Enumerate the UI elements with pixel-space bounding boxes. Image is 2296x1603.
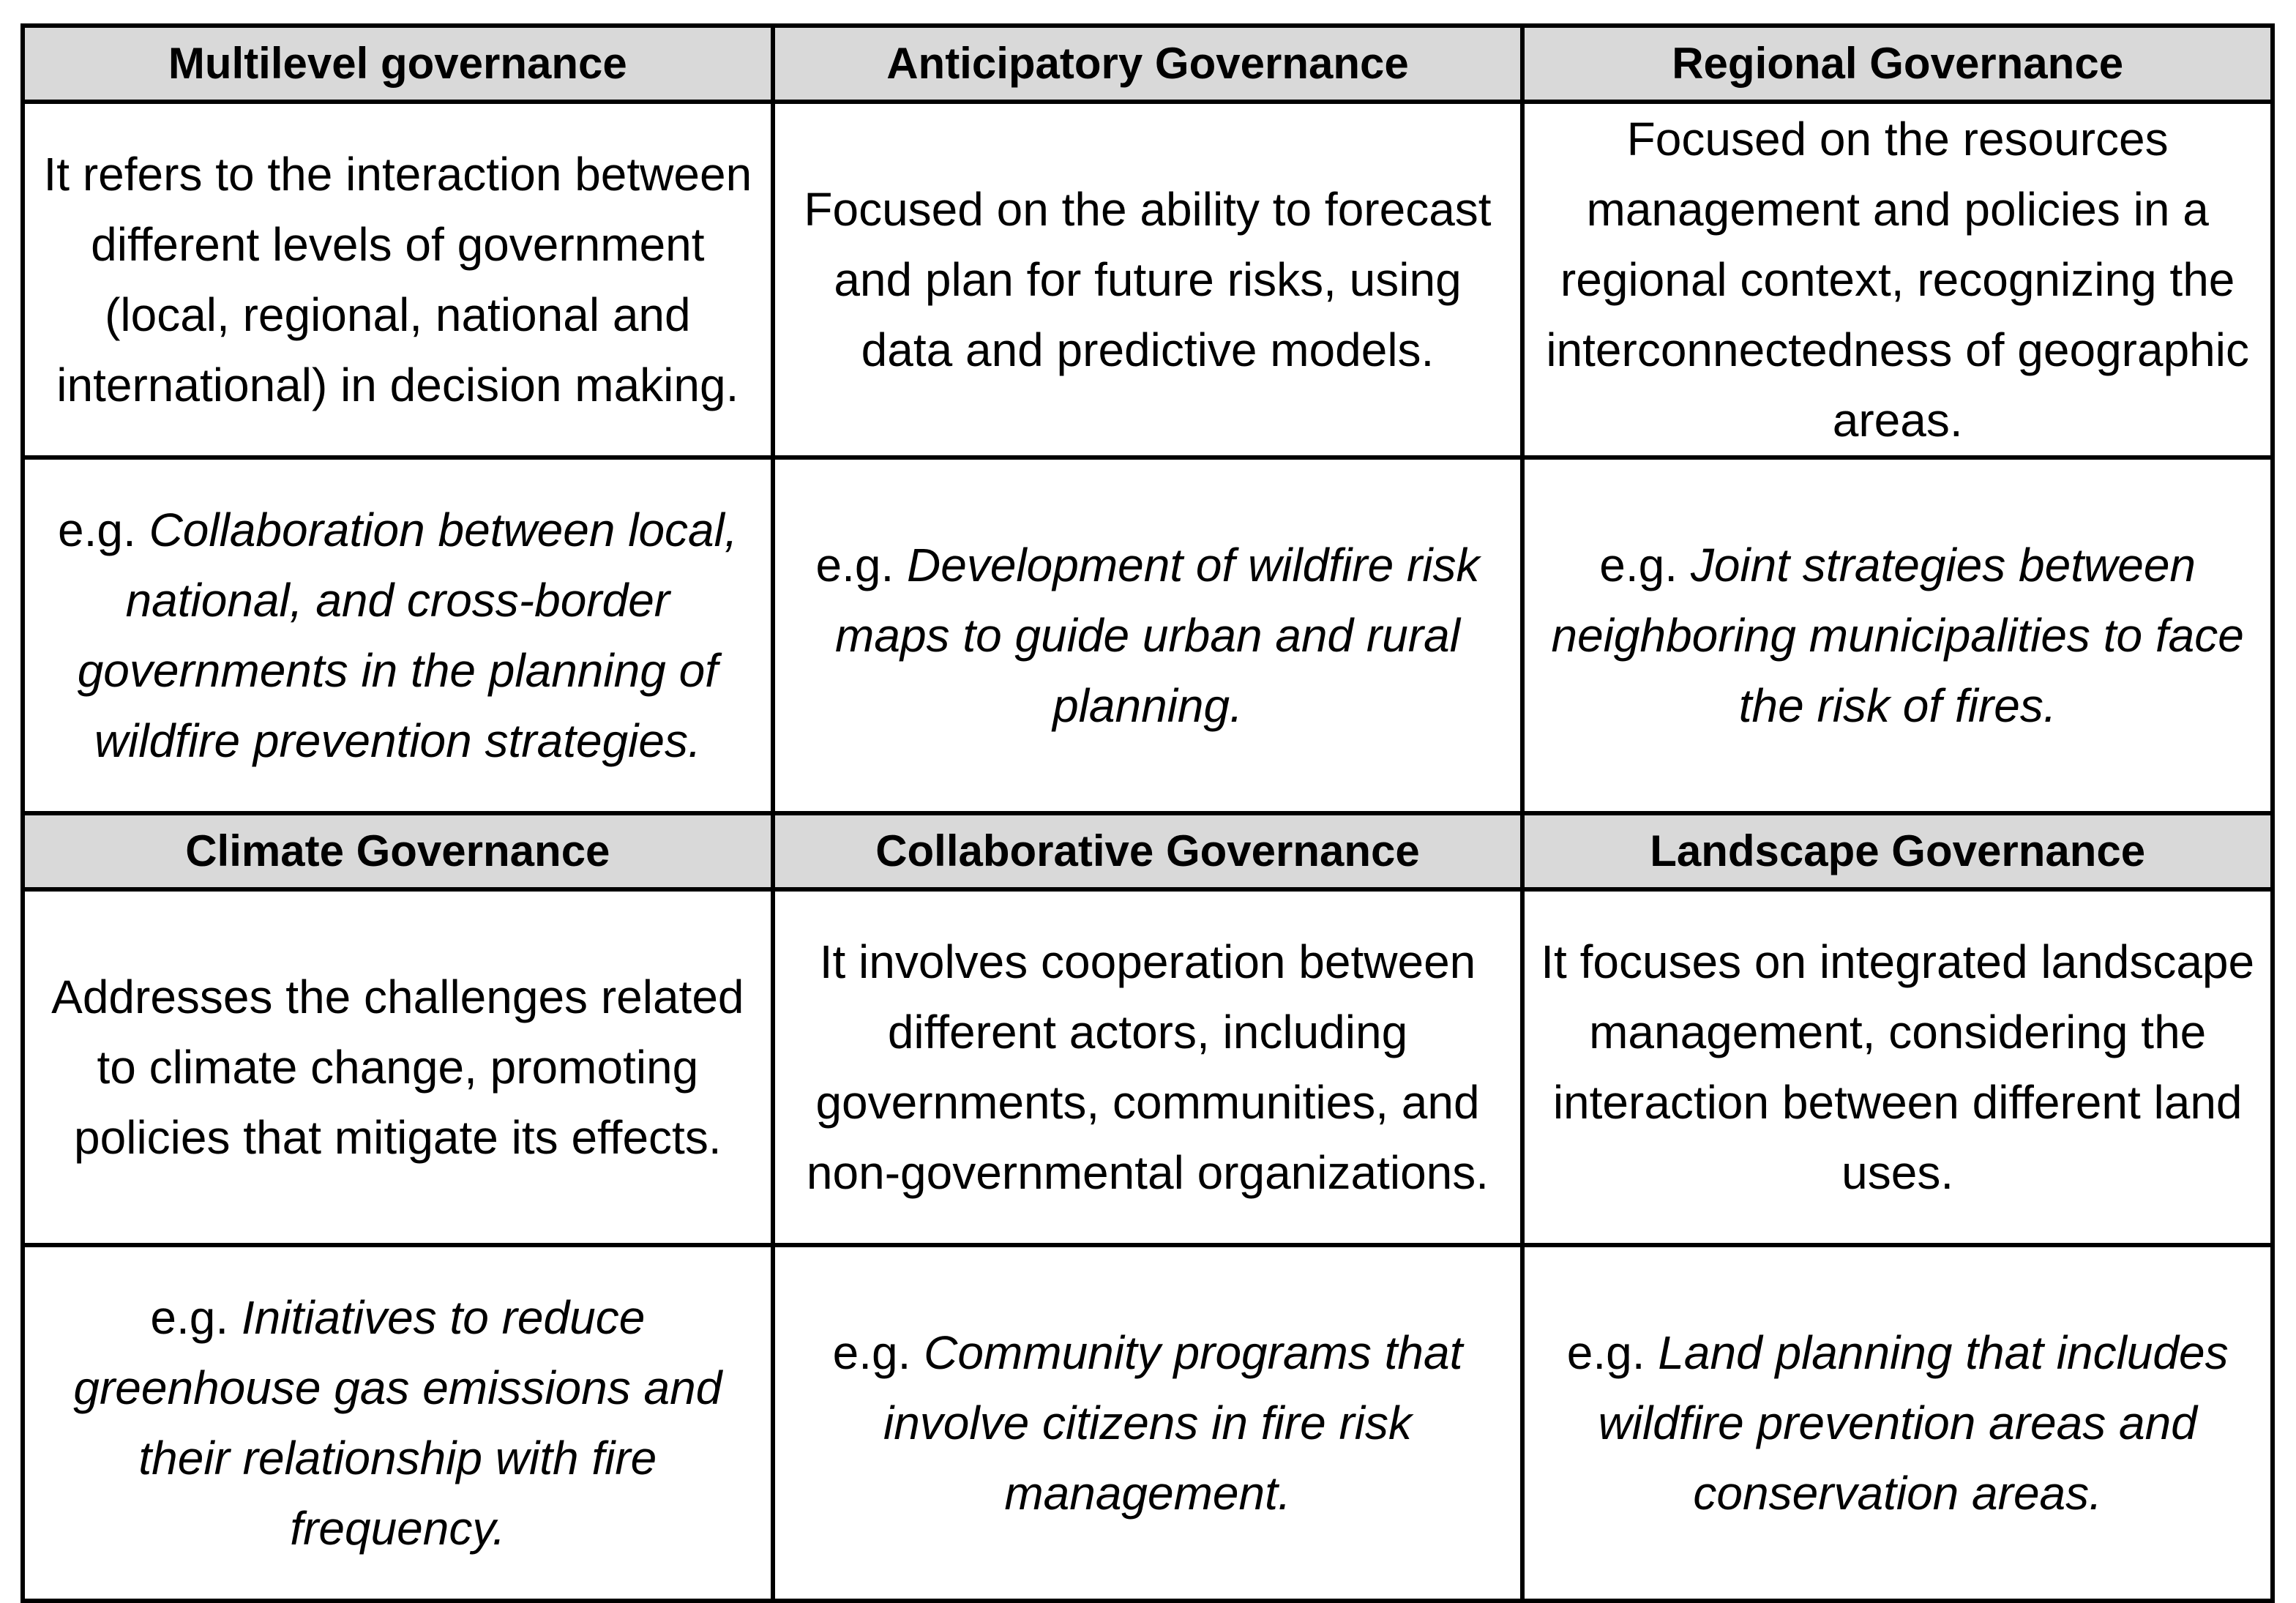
example-prefix: e.g. [815,539,907,591]
header-cell-climate-governance: Climate Governance [23,813,773,889]
description-cell-multilevel-governance: It refers to the interaction between different levels of government (local, regional, national and international) in decision making. [23,102,773,457]
example-prefix: e.g. [150,1291,242,1344]
description-cell-landscape-governance: It focuses on integrated landscape management, considering the interaction between different land uses. [1522,889,2273,1245]
header-cell-anticipatory-governance: Anticipatory Governance [773,26,1523,102]
example-cell-climate-governance [23,1245,773,1601]
example-text: Development of wildfire risk maps to guide urban and rural planning. [835,539,1480,732]
description-cell-regional-governance: Focused on the resources management and policies in a regional context, recognizing the interconnectedness of geographic areas. [1522,102,2273,457]
description-row [23,102,2273,457]
governance-types-table [20,23,2275,1603]
example-row [23,1245,2273,1601]
example-prefix: e.g. [1566,1326,1659,1379]
example-row [23,457,2273,813]
header-cell-landscape-governance: Landscape Governance [1522,813,2273,889]
header-row [23,26,2273,102]
example-cell-collaborative-governance [773,1245,1523,1601]
example-prefix: e.g. [1599,539,1691,591]
description-cell-collaborative-governance: It involves cooperation between different actors, including governments, communities, and non-governmental organizations. [773,889,1523,1245]
example-prefix: e.g. [58,504,149,556]
header-cell-multilevel-governance: Multilevel governance [23,26,773,102]
header-cell-collaborative-governance: Collaborative Governance [773,813,1523,889]
example-cell-regional-governance [1522,457,2273,813]
example-cell-landscape-governance [1522,1245,2273,1601]
example-text: Community programs that involve citizens in fire risk management. [883,1326,1463,1520]
example-text: Joint strategies between neighboring municipalities to face the risk of fires. [1551,539,2244,732]
header-row [23,813,2273,889]
example-text: Land planning that includes wildfire prevention areas and conservation areas. [1598,1326,2229,1520]
header-cell-regional-governance: Regional Governance [1522,26,2273,102]
description-cell-anticipatory-governance: Focused on the ability to forecast and plan for future risks, using data and predictive models. [773,102,1523,457]
description-row [23,889,2273,1245]
example-prefix: e.g. [832,1326,924,1379]
example-cell-multilevel-governance [23,457,773,813]
example-text: Collaboration between local, national, and cross-border governments in the planning of wildfire prevention strategies. [77,504,738,767]
description-cell-climate-governance: Addresses the challenges related to climate change, promoting policies that mitigate its effects. [23,889,773,1245]
example-text: Initiatives to reduce greenhouse gas emissions and their relationship with fire frequency. [73,1291,722,1555]
example-cell-anticipatory-governance [773,457,1523,813]
